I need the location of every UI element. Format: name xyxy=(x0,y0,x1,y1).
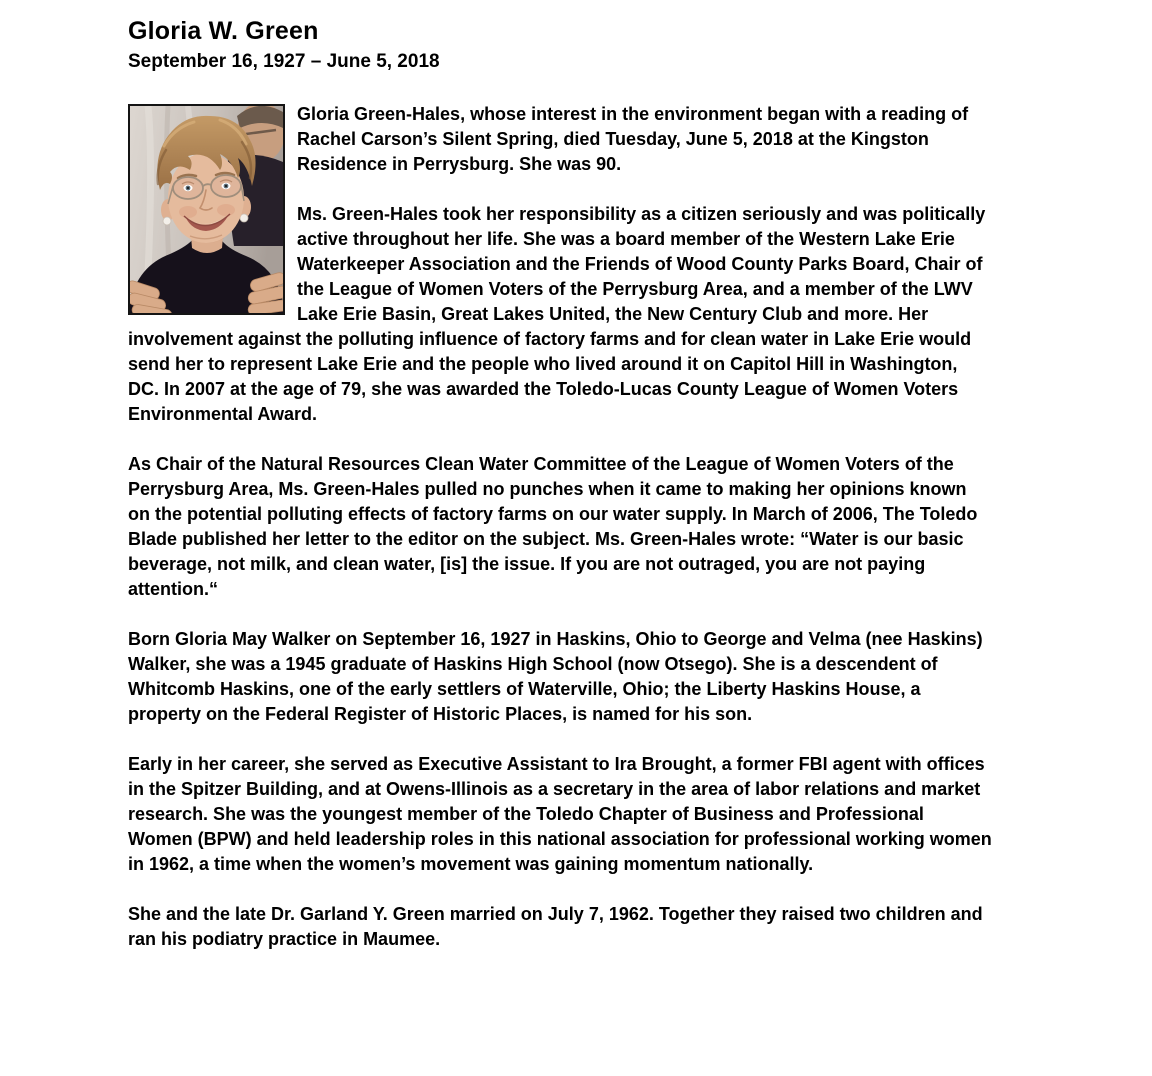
portrait-image xyxy=(130,106,283,313)
portrait-photo xyxy=(128,104,285,315)
obituary-paragraph: Born Gloria May Walker on September 16, 1927 in Haskins, Ohio to George and Velma (nee Haskins) Walker, she was a 1945 graduate of Haskins High School (now Otsego). She is a descendent of Whitcomb Haskins, one of the early settlers of Waterville, Ohio; the Liberty Haskins House, a property on the Federal Register of Historic Places, is named for his son. xyxy=(128,629,983,724)
obituary-paragraph: As Chair of the Natural Resources Clean Water Committee of the League of Women Voters of the Perrysburg Area, Ms. Green-Hales pulled no punches when it came to making her opinions known on the potential polluting effects of factory farms on our water supply. In March of 2006, The Toledo Blade published her letter to the editor on the subject. Ms. Green-Hales wrote: “Water is our basic beverage, not milk, and clean water, [is] the issue. If you are not outraged, you are not paying attention.“ xyxy=(128,454,978,599)
page-title: Gloria W. Green xyxy=(128,17,319,45)
obituary-paragraph: Early in her career, she served as Executive Assistant to Ira Brought, a former FBI agent with offices in the Spitzer Building, and at Owens-Illinois as a secretary in the area of labor relations and market research. She was the youngest member of the Toledo Chapter of Business and Professional Women (BPW) and held leadership roles in this national association for professional working women in 1962, a time when the women’s movement was gaining momentum nationally. xyxy=(128,754,992,874)
obituary-paragraph: Gloria Green-Hales, whose interest in the environment began with a reading of Rachel Carson’s Silent Spring, died Tuesday, June 5, 2018 at the Kingston Residence in Perrysburg. She was 90. xyxy=(297,104,969,174)
obituary-paragraph: She and the late Dr. Garland Y. Green married on July 7, 1962. Together they raised two children and ran his podiatry practice in Maumee. xyxy=(128,904,983,949)
obituary-paragraph: Ms. Green-Hales took her responsibility as a citizen seriously and was politically active throughout her life. She was a board member of the Western Lake Erie Waterkeeper Association and the Friends of Wood County Parks Board, Chair of the League of Women Voters of the Perrysburg Area, and a member of the LWV Lake Erie Basin, Great Lakes United, the New Century Club and more. Her involvement against the polluting influence of factory farms and for clean water in Lake Erie would send her to represent Lake Erie and the people who lived around it on Capitol Hill in Washington, DC. In 2007 at the age of 79, she was awarded the Toledo-Lucas County League of Women Voters Environmental Award. xyxy=(128,204,986,424)
obituary-body xyxy=(128,102,992,952)
date-range: September 16, 1927 – June 5, 2018 xyxy=(128,51,440,72)
